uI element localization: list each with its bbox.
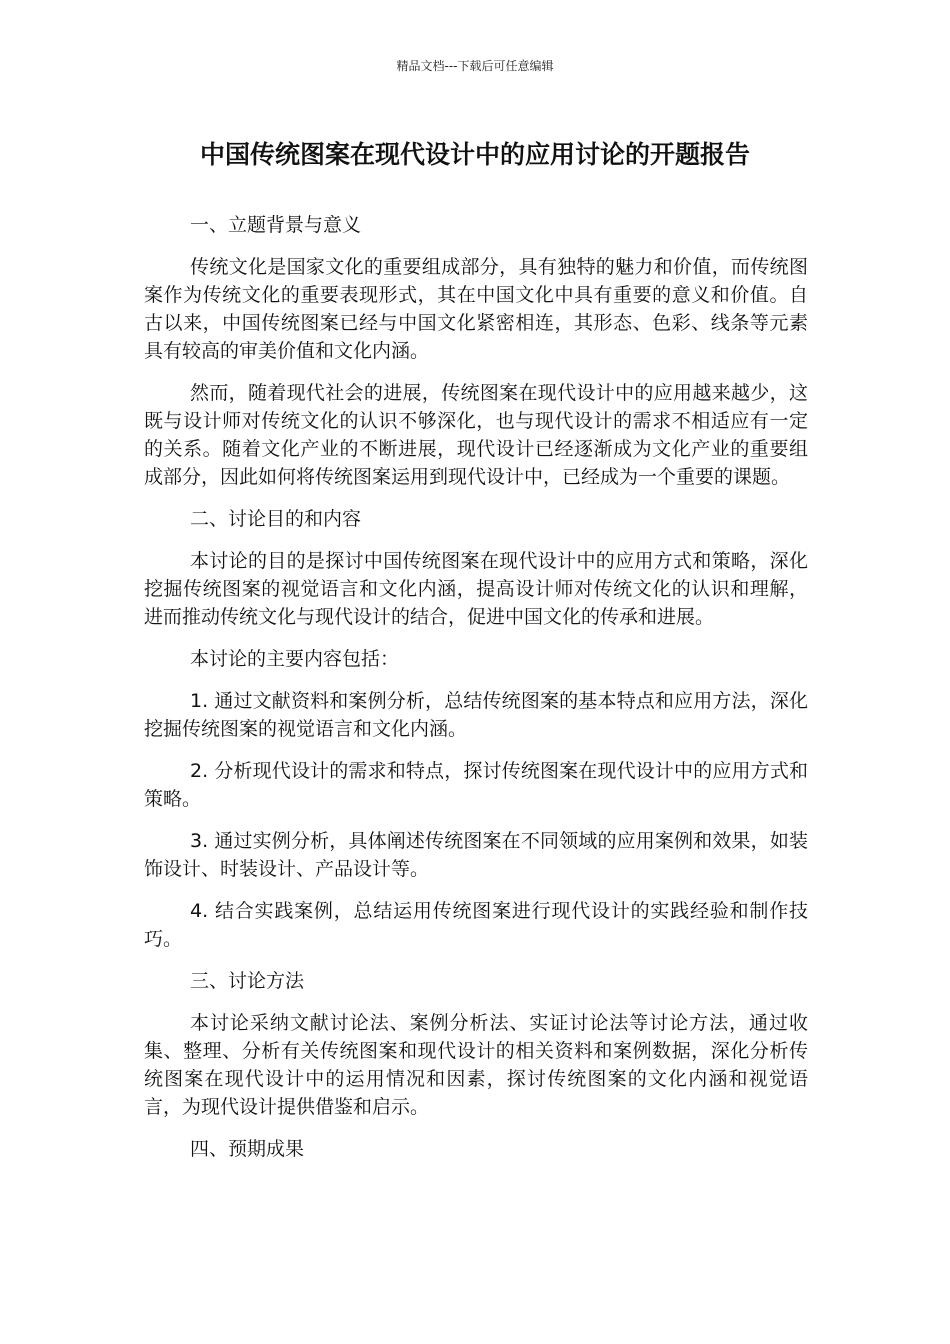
paragraph-background-1: 传统文化是国家文化的重要组成部分，具有独特的魅力和价值，而传统图案作为传统文化的重要表现形式，其在中国文化中具有重要的意义和价值。自古以来，中国传统图案已经与中国文化紧密相连，其形态、色彩、线条等元素具有较高的审美价值和文化内涵。: [144, 256, 808, 362]
section-heading-methods: 三、讨论方法: [190, 970, 305, 992]
document-title: 中国传统图案在现代设计中的应用讨论的开题报告: [199, 140, 750, 169]
header-note: 精品文档---下载后可任意编辑: [396, 59, 554, 73]
list-item-2: 2. 分析现代设计的需求和特点，探讨传统图案在现代设计中的应用方式和策略。: [144, 760, 808, 810]
document-body: [144, 211, 808, 1177]
list-item-3: 3. 通过实例分析，具体阐述传统图案在不同领域的应用案例和效果，如装饰设计、时装设计、产品设计等。: [144, 830, 808, 880]
section-heading-expected-results: 四、预期成果: [190, 1138, 305, 1160]
paragraph-background-2: 然而，随着现代社会的进展，传统图案在现代设计中的应用越来越少，这既与设计师对传统文化的认识不够深化，也与现代设计的需求不相适应有一定的关系。随着文化产业的不断进展，现代设计已经逐渐成为文化产业的重要组成部分，因此如何将传统图案运用到现代设计中，已经成为一个重要的课题。: [144, 382, 808, 488]
section-heading-background: 一、立题背景与意义: [190, 214, 362, 236]
section-heading-purpose: 二、讨论目的和内容: [190, 508, 362, 530]
paragraph-purpose: 本讨论的目的是探讨中国传统图案在现代设计中的应用方式和策略，深化挖掘传统图案的视觉语言和文化内涵，提高设计师对传统文化的认识和理解，进而推动传统文化与现代设计的结合，促进中国文化的传承和进展。: [144, 550, 808, 628]
paragraph-methods: 本讨论采纳文献讨论法、案例分析法、实证讨论法等讨论方法，通过收集、整理、分析有关传统图案和现代设计的相关资料和案例数据，深化分析传统图案在现代设计中的运用情况和因素，探讨传统图案的文化内涵和视觉语言，为现代设计提供借鉴和启示。: [144, 1012, 808, 1118]
list-item-1: 1. 通过文献资料和案例分析，总结传统图案的基本特点和应用方法，深化挖掘传统图案的视觉语言和文化内涵。: [144, 690, 808, 740]
list-item-4: 4. 结合实践案例，总结运用传统图案进行现代设计的实践经验和制作技巧。: [144, 900, 808, 950]
paragraph-content-intro: 本讨论的主要内容包括：: [190, 648, 400, 670]
